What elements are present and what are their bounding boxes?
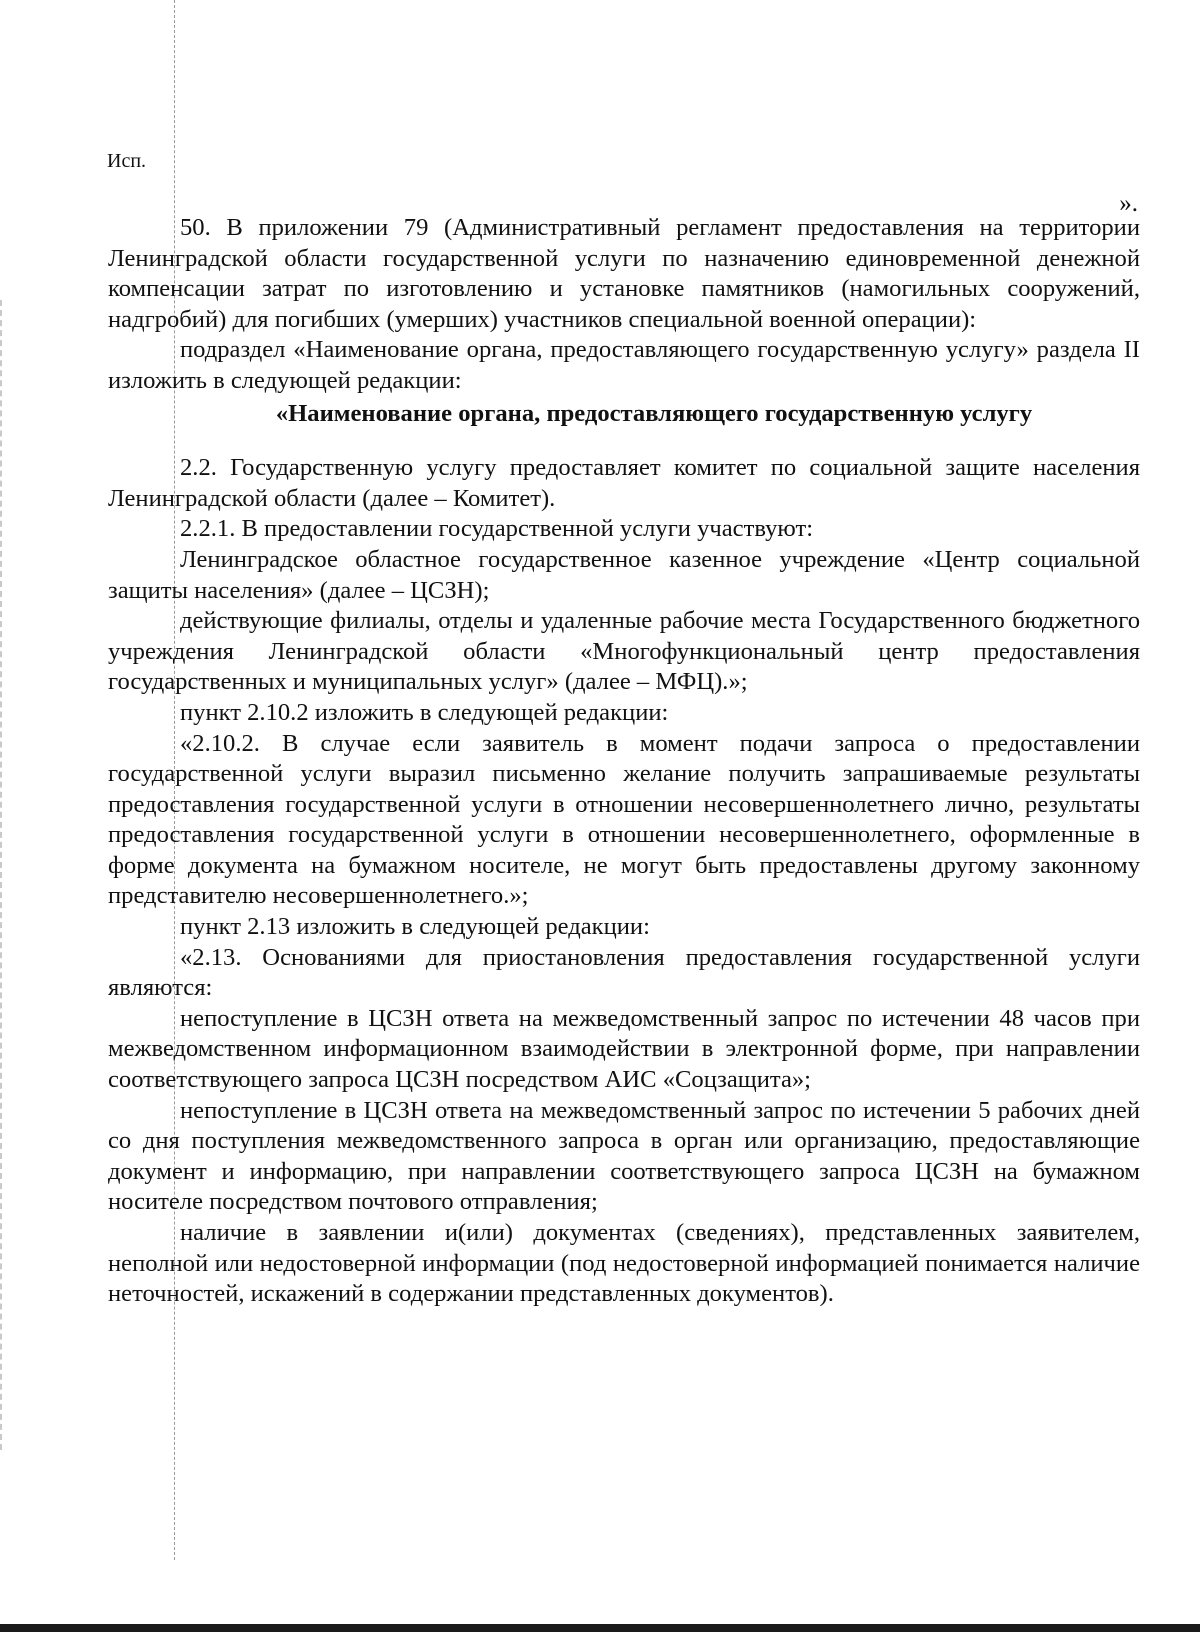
paragraph-ground-48-hours: непоступление в ЦСЗН ответа на межведомственный запрос по истечении 48 часов при межведомственном информационном взаимодействии в электронной форме, при направлении соответствующего запроса ЦСЗН посредством АИС «Соцзащита»; — [108, 1004, 1140, 1094]
paragraph-ground-incomplete-info: наличие в заявлении и(или) документах (сведениях), представленных заявителем, неполной или недостоверной информации (под недостоверной информацией понимается наличие неточностей, искажений в содержании представленных документов). — [108, 1219, 1140, 1308]
paragraph-subsection-instruction: подраздел «Наименование органа, предоставляющего государственную услугу» раздела II изложить в следующей редакции: — [108, 336, 1140, 394]
closing-quote: ». — [1119, 190, 1138, 217]
scan-edge-artifact — [0, 300, 2, 1450]
paragraph-2-10-2: «2.10.2. В случае если заявитель в момент подачи запроса о предоставлении государственной услуги выразил письменно желание получить запрашиваемые результаты предоставления государственной услуги в отношении несовершеннолетнего лично, результаты предоставления государственной услуги в отношении несовершеннолетнего, оформленные в форме документа на бумажном носителе, не могут быть предоставлены другому законному представителю несовершеннолетнего.»; — [108, 729, 1140, 910]
paragraph-point-2-10-2-instruction: пункт 2.10.2 изложить в следующей редакции: — [180, 698, 669, 726]
scan-bottom-edge — [0, 1624, 1200, 1632]
paragraph-2-2: 2.2. Государственную услугу предоставляет комитет по социальной защите населения Ленинградской области (далее – Комитет). — [108, 454, 1140, 512]
paragraph-cszn: Ленинградское областное государственное казенное учреждение «Центр социальной защиты населения» (далее – ЦСЗН); — [108, 545, 1140, 604]
paragraph-2-2-1: 2.2.1. В предоставлении государственной услуги участвуют: — [180, 515, 814, 543]
document-body — [108, 213, 1140, 1310]
paragraph-mfc: действующие филиалы, отделы и удаленные рабочие места Государственного бюджетного учреждения Ленинградской области «Многофункциональный центр предоставления государственных и муниципальных услуг» (далее – МФЦ).»; — [108, 607, 1140, 696]
executor-label: Исп. — [107, 150, 147, 172]
paragraph-point-2-13-instruction: пункт 2.13 изложить в следующей редакции: — [180, 913, 650, 941]
subsection-heading: «Наименование органа, предоставляющего государственную услугу — [275, 399, 1033, 427]
paragraph-2-13: «2.13. Основаниями для приостановления предоставления государственной услуги являются: — [108, 943, 1140, 1002]
paragraph-item-50: 50. В приложении 79 (Административный регламент предоставления на территории Ленинградской области государственной услуги по назначению единовременной денежной компенсации затрат по изготовлению и установке памятников (намогильных сооружений, надгробий) для погибших (умерших) участников специальной военной операции): — [108, 214, 1140, 333]
paragraph-ground-5-days: непоступление в ЦСЗН ответа на межведомственный запрос по истечении 5 рабочих дней со дня поступления межведомственного запроса в орган или организацию, предоставляющие документ и информацию, при направлении соответствующего запроса ЦСЗН на бумажном носителе посредством почтового отправления; — [108, 1096, 1140, 1216]
